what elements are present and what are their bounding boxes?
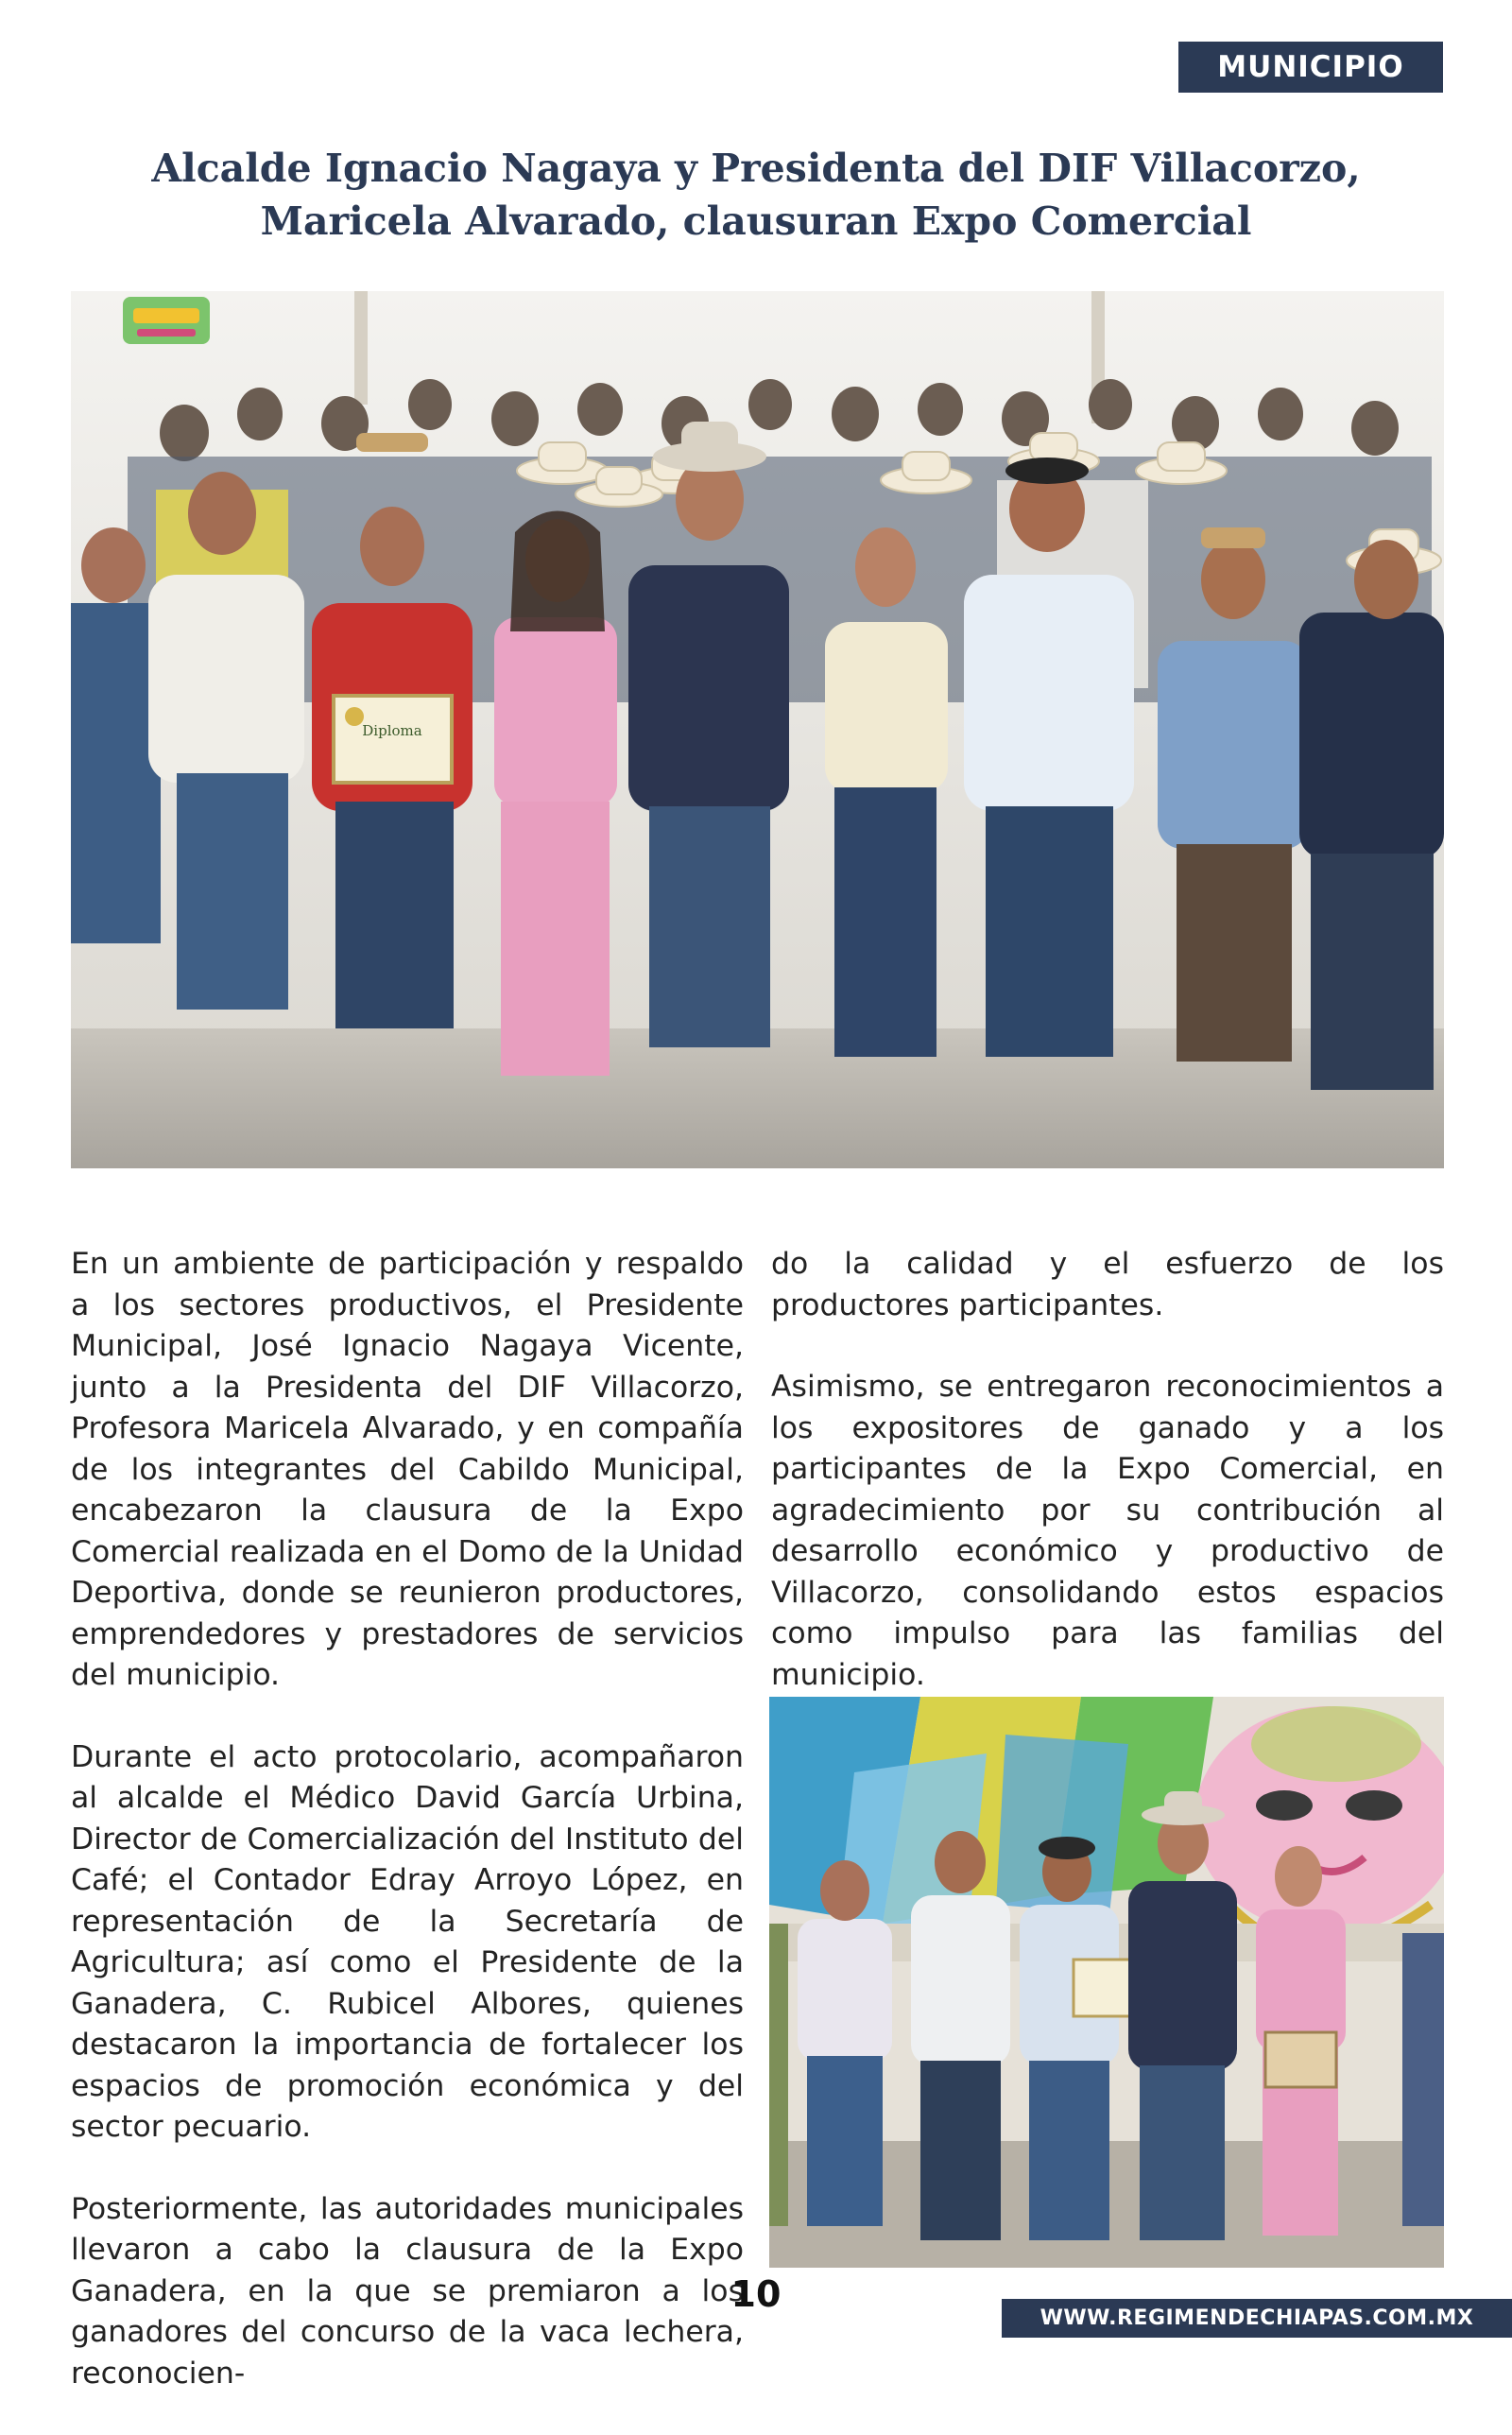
section-label: MUNICIPIO <box>1178 42 1443 93</box>
article-column-left <box>71 1244 744 2435</box>
paragraph-3-continued: do la calidad y el esfuerzo de los productores participantes. <box>771 1247 1444 1322</box>
paragraph-4: Asimismo, se entregaron reconocimientos a los expositores de ganado y a los participantes de la Expo Comercial, en agradecimiento por su contribución al desarrollo económico y productivo de Villacorzo, consolidando estos espacios como impulso para las familias del municipio. <box>771 1370 1444 1692</box>
headline-line-2: Maricela Alvarado, clausuran Expo Comercial <box>260 199 1252 244</box>
article-headline <box>57 142 1455 248</box>
group-photo-illustration <box>71 291 1444 1168</box>
paragraph-1: En un ambiente de participación y respaldo a los sectores productivos, el Presidente Municipal, José Ignacio Nagaya Vicente, junto a la Presidenta del DIF Villacorzo, Profesora Maricela Alvarado, y en compañía de los integrantes del Cabildo Municipal, encabezaron la clausura de la Expo Comercial realizada en el Domo de la Unidad Deportiva, donde se reunieron productores, emprendedores y prestadores de servicios del municipio. <box>71 1247 744 1692</box>
expo-logo <box>123 297 210 344</box>
headline-line-1: Alcalde Ignacio Nagaya y Presidenta del DIF Villacorzo, <box>151 146 1361 191</box>
diploma-certificate <box>334 696 452 783</box>
award-ceremony-photo <box>769 1697 1444 2268</box>
website-url[interactable]: WWW.REGIMENDECHIAPAS.COM.MX <box>1002 2299 1512 2338</box>
article-column-right <box>771 1244 1444 1736</box>
page-number: 10 <box>730 2273 782 2315</box>
main-group-photo <box>71 291 1444 1168</box>
ceremony-photo-illustration <box>769 1697 1444 2268</box>
diploma-text: Diploma <box>362 722 422 739</box>
paragraph-3: Posteriormente, las autoridades municipales llevaron a cabo la clausura de la Expo Ganadera, en la que se premiaron a los ganadores del concurso de la vaca lechera, reconocien- <box>71 2191 744 2391</box>
paragraph-2: Durante el acto protocolario, acompañaron al alcalde el Médico David García Urbina, Director de Comercialización del Instituto del Café; el Contador Edray Arroyo López, en representación de la Secretaría de Agricultura; así como el Presidente de la Ganadera, C. Rubicel Albores, quienes destacaron la importancia de fortalecer los espacios de promoción económica y del sector pecuario. <box>71 1739 744 2144</box>
